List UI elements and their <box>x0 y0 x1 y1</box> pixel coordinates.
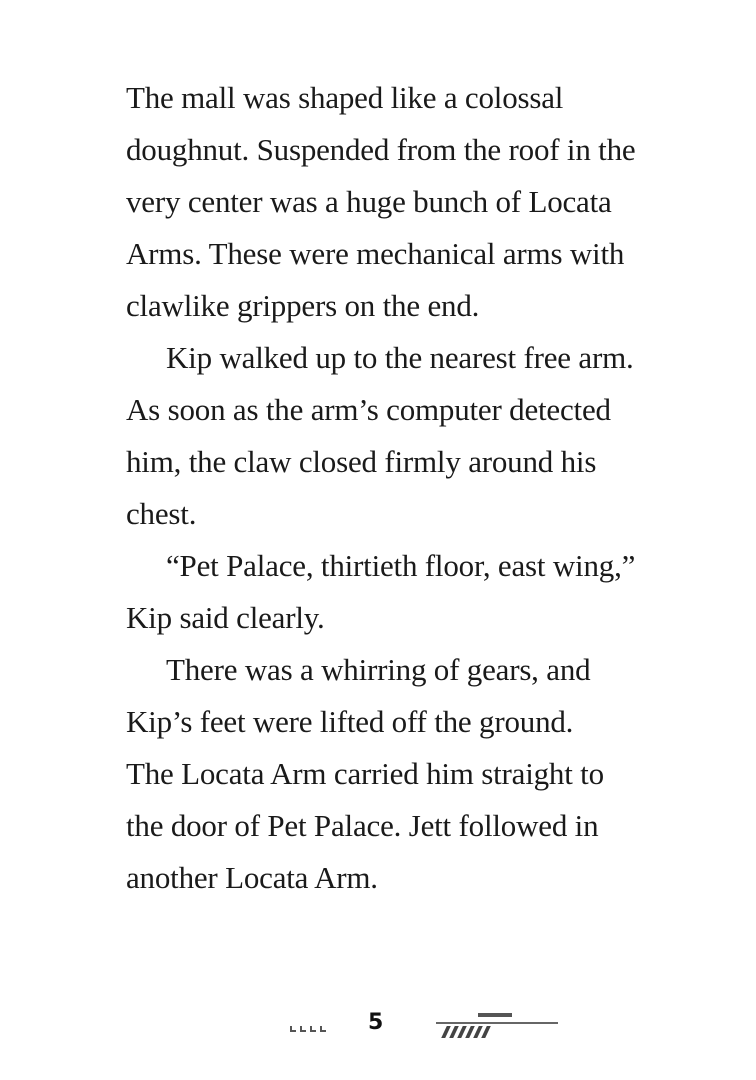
footer-ornament-left <box>290 1026 326 1032</box>
text-line: Kip’s feet were lifted off the ground. <box>126 704 574 739</box>
text-line: Arms. These were mechanical arms with <box>126 236 625 271</box>
text-line: Kip said clearly. <box>126 600 325 635</box>
text-line: him, the claw closed firmly around his <box>126 444 597 479</box>
body-text <box>126 72 686 904</box>
ornament-mark <box>290 1026 296 1032</box>
ornament-mark <box>320 1026 326 1032</box>
text-line: The mall was shaped like a colossal <box>126 80 564 115</box>
text-line: There was a whirring of gears, and <box>166 652 591 687</box>
text-line: “Pet Palace, thirtieth floor, east wing,” <box>166 548 636 583</box>
ornament-mark <box>300 1026 306 1032</box>
text-line: Kip walked up to the nearest free arm. <box>166 340 634 375</box>
page-footer <box>0 1000 756 1050</box>
text-line: The Locata Arm carried him straight to <box>126 756 604 791</box>
ornament-stripe <box>481 1026 491 1038</box>
text-line: As soon as the arm’s computer detected <box>126 392 611 427</box>
text-line: chest. <box>126 496 197 531</box>
text-line: the door of Pet Palace. Jett followed in <box>126 808 599 843</box>
text-line: very center was a huge bunch of Locata <box>126 184 612 219</box>
footer-rule <box>436 1022 558 1024</box>
text-line: another Locata Arm. <box>126 860 378 895</box>
text-line: doughnut. Suspended from the roof in the <box>126 132 636 167</box>
footer-ornament-stripes <box>444 1026 488 1038</box>
footer-ornament-bar <box>478 1013 512 1017</box>
page-number: 5 <box>368 1010 384 1035</box>
text-line: clawlike grippers on the end. <box>126 288 480 323</box>
ornament-mark <box>310 1026 316 1032</box>
